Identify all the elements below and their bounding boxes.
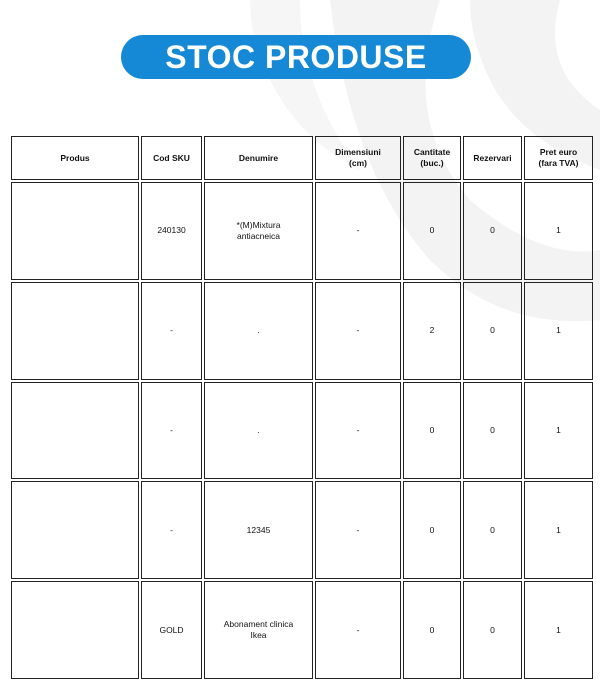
row1-rezervari: 0 xyxy=(463,182,522,280)
header-produs: Produs xyxy=(11,136,139,180)
row1-produs-image xyxy=(11,182,139,280)
header-denumire: Denumire xyxy=(204,136,313,180)
row4-denumire: 12345 xyxy=(204,481,313,579)
row2-produs-image xyxy=(11,282,139,380)
row4-cantitate: 0 xyxy=(403,481,461,579)
row1-denumire: *(M)Mixtura antiacneica xyxy=(204,182,313,280)
row5-cod-sku: GOLD xyxy=(141,581,202,679)
row2-cod-sku: - xyxy=(141,282,202,380)
row3-dimensiuni: - xyxy=(315,382,401,480)
header-pret: Pret euro (fara TVA) xyxy=(524,136,593,180)
row1-cod-sku: 240130 xyxy=(141,182,202,280)
row5-denumire: Abonament clinica Ikea xyxy=(204,581,313,679)
row1-cantitate: 0 xyxy=(403,182,461,280)
header-rezervari: Rezervari xyxy=(463,136,522,180)
row3-produs-image xyxy=(11,382,139,480)
row2-denumire: . xyxy=(204,282,313,380)
row1-pret: 1 xyxy=(524,182,593,280)
row4-rezervari: 0 xyxy=(463,481,522,579)
row2-rezervari: 0 xyxy=(463,282,522,380)
row5-dimensiuni: - xyxy=(315,581,401,679)
header-cod-sku: Cod SKU xyxy=(141,136,202,180)
page-title: STOC PRODUSE xyxy=(121,35,471,79)
stock-table xyxy=(11,136,593,679)
row5-pret: 1 xyxy=(524,581,593,679)
row3-cod-sku: - xyxy=(141,382,202,480)
row3-cantitate: 0 xyxy=(403,382,461,480)
row4-cod-sku: - xyxy=(141,481,202,579)
row5-rezervari: 0 xyxy=(463,581,522,679)
row4-produs-image xyxy=(11,481,139,579)
row3-rezervari: 0 xyxy=(463,382,522,480)
row5-produs-image xyxy=(11,581,139,679)
row2-pret: 1 xyxy=(524,282,593,380)
row2-dimensiuni: - xyxy=(315,282,401,380)
row3-pret: 1 xyxy=(524,382,593,480)
row5-cantitate: 0 xyxy=(403,581,461,679)
header-dimensiuni: Dimensiuni (cm) xyxy=(315,136,401,180)
row4-pret: 1 xyxy=(524,481,593,579)
row3-denumire: . xyxy=(204,382,313,480)
row4-dimensiuni: - xyxy=(315,481,401,579)
row2-cantitate: 2 xyxy=(403,282,461,380)
row1-dimensiuni: - xyxy=(315,182,401,280)
header-cantitate: Cantitate (buc.) xyxy=(403,136,461,180)
